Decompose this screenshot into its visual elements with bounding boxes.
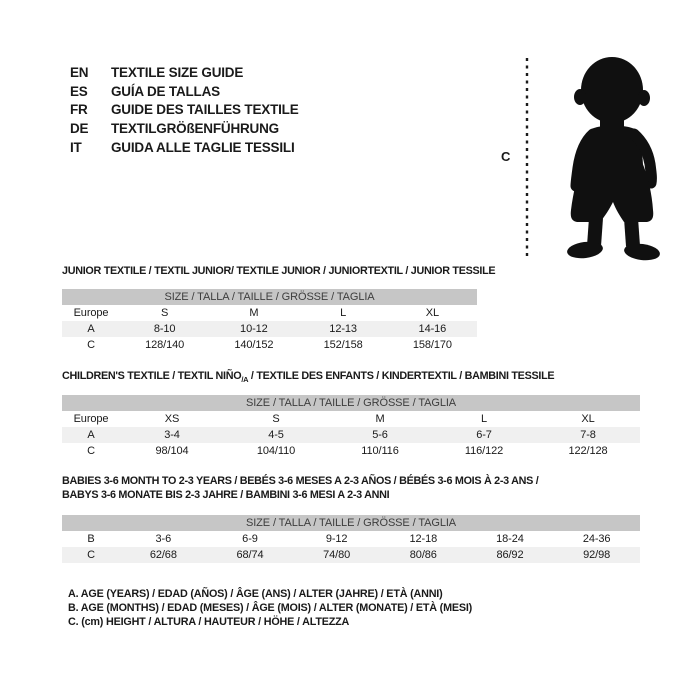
table-cell: 7-8 [536,427,640,443]
table-cell: L [480,413,488,425]
table-row [62,321,477,337]
language-row [70,82,299,101]
table-cell: 80/86 [380,547,467,563]
row-label: B [87,533,95,545]
table-cell: 92/98 [553,547,640,563]
table-cell: L [340,307,347,319]
language-label: GUIDE DES TAILLES TEXTILE [111,102,299,118]
row-label: Europe [73,307,109,319]
size-header-bar: SIZE / TALLA / TAILLE / GRÖSSE / TAGLIA [62,515,640,531]
language-row [70,63,299,82]
table-cell: 62/68 [120,547,207,563]
table-cell: S [161,307,169,319]
children-title-subscript: /A [241,375,249,385]
table-cell: 86/92 [467,547,554,563]
table-cell: 128/140 [145,339,185,351]
note-age-months: B. AGE (MONTHS) / EDAD (MESES) / ÂGE (MOIS) / ALTER (MONATE) / ETÀ (MESI) [68,602,473,614]
size-header-row [62,395,640,411]
table-cell: 12-13 [299,321,388,337]
row-label: Europe [73,413,109,425]
junior-size-table [62,289,477,353]
table-cell: 104/110 [256,445,296,457]
size-header-bar: SIZE / TALLA / TAILLE / GRÖSSE / TAGLIA [62,289,477,305]
children-table-title [62,370,554,387]
table-cell: 74/80 [293,547,380,563]
figure-measure-label: C [501,149,511,164]
row-label: C [62,547,120,563]
table-cell: 9-12 [325,533,348,545]
table-cell: 14-16 [388,321,477,337]
table-row [62,411,640,427]
table-row [62,427,640,443]
table-cell: 6-7 [432,427,536,443]
babies-title-line2: BABYS 3-6 MONATE BIS 2-3 JAHRE / BAMBINI 3-6 MESI A 2-3 ANNI [62,488,390,501]
baby-silhouette-figure [498,50,698,265]
note-height-cm: C. (cm) HEIGHT / ALTURA / HAUTEUR / HÖHE / ALTEZZA [68,616,350,628]
language-row [70,101,299,120]
note-age-years: A. AGE (YEARS) / EDAD (AÑOS) / ÂGE (ANS) / ALTER (JAHRE) / ETÀ (ANNI) [68,588,443,600]
language-row [70,119,299,138]
legend-notes [68,587,472,629]
table-cell: 3-4 [120,427,224,443]
language-code: FR [70,102,88,118]
children-title-text: / TEXTILE DES ENFANTS / KINDERTEXTIL / BAMBINI TESSILE [248,370,555,382]
language-code: ES [70,83,88,99]
language-code: IT [70,140,82,156]
table-cell: 110/116 [361,445,399,457]
size-header-row [62,515,640,531]
table-cell: 6-9 [242,533,258,545]
table-cell: S [272,413,280,425]
size-header-row [62,289,477,305]
language-row [70,138,299,157]
babies-table-title [62,475,538,502]
table-cell: 98/104 [155,445,189,457]
table-row [62,531,640,547]
table-row [62,443,640,459]
language-code: EN [70,64,89,80]
language-guide-block [70,63,299,157]
junior-table-title: JUNIOR TEXTILE / TEXTIL JUNIOR/ TEXTILE JUNIOR / JUNIORTEXTIL / JUNIOR TESSILE [62,265,496,277]
language-label: GUÍA DE TALLAS [111,83,220,99]
children-size-table [62,395,640,459]
table-cell: 3-6 [155,533,172,545]
language-label: TEXTILE SIZE GUIDE [111,64,244,80]
table-cell: 12-18 [409,533,438,545]
language-code: DE [70,121,89,137]
table-cell: 122/128 [568,445,608,457]
table-cell: 68/74 [207,547,294,563]
babies-title-line1: BABIES 3-6 MONTH TO 2-3 YEARS / BEBÉS 3-6 MESES A 2-3 AÑOS / BÉBÉS 3-6 MOIS À 2-3 ANS / [62,475,539,487]
row-label: C [87,445,95,457]
table-cell: 24-36 [582,533,611,545]
table-cell: 18-24 [496,533,524,545]
children-title-text: CHILDREN'S TEXTILE / TEXTIL NIÑO [62,370,242,382]
table-cell: 152/158 [323,339,363,351]
table-cell: 5-6 [328,427,432,443]
table-row [62,547,640,563]
table-cell: XL [425,307,439,319]
table-cell: XL [581,413,595,425]
table-row [62,337,477,353]
row-label: A [62,321,120,337]
row-label: A [62,427,120,443]
table-cell: M [375,413,385,425]
table-cell: 158/170 [412,339,452,351]
table-cell: M [249,307,259,319]
table-cell: 8-10 [120,321,209,337]
table-cell: 140/152 [234,339,274,351]
row-label: C [87,339,95,351]
language-label: GUIDA ALLE TAGLIE TESSILI [111,140,295,156]
table-row [62,305,477,321]
table-cell: 4-5 [224,427,328,443]
size-header-bar: SIZE / TALLA / TAILLE / GRÖSSE / TAGLIA [62,395,640,411]
language-label: TEXTILGRÖßENFÜHRUNG [111,121,279,137]
table-cell: XS [164,413,180,425]
babies-size-table [62,515,640,563]
table-cell: 116/122 [464,445,504,457]
table-cell: 10-12 [209,321,298,337]
